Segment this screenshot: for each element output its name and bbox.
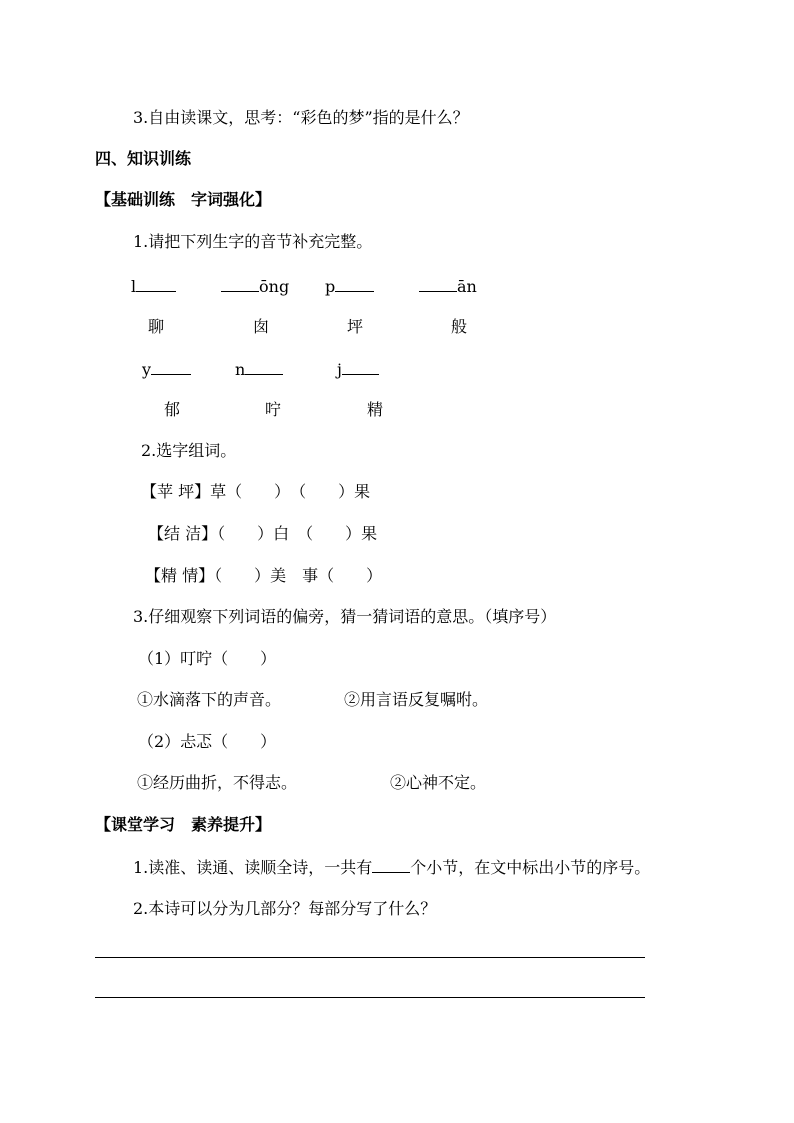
answer-blank[interactable] [372, 856, 410, 873]
pinyin-prefix: j [337, 360, 342, 379]
pinyin-char: 般 [451, 317, 468, 336]
option-2: ②用言语反复嘱咐。 [344, 690, 489, 709]
word-choice-row: 【结 洁】（ ）白 （ ）果 [148, 524, 378, 543]
option-2: ②心神不定。 [390, 773, 487, 792]
class-question-2: 2.本诗可以分为几部分？每部分写了什么？ [133, 899, 437, 918]
pinyin-item-5 [142, 358, 191, 381]
answer-blank[interactable] [245, 358, 283, 375]
pinyin-item-6 [235, 358, 283, 381]
pinyin-item-4 [419, 275, 477, 298]
class-question-1 [133, 856, 650, 879]
answer-blank[interactable] [342, 358, 379, 375]
pinyin-prefix: p [325, 277, 336, 296]
pinyin-prefix: y [142, 360, 152, 379]
basic-question-2: 2.选字组词。 [141, 441, 237, 460]
question-3-prev: 3.自由读课文，思考：“彩色的梦”指的是什么？ [133, 108, 469, 127]
question-text: 1.读准、读通、读顺全诗，一共有 [133, 858, 373, 877]
option-1: ①水滴落下的声音。 [137, 690, 282, 709]
pinyin-prefix: l [131, 277, 137, 296]
word-item: （1）叮咛（ ） [138, 649, 277, 668]
pinyin-item-2 [221, 275, 289, 298]
answer-blank[interactable] [136, 275, 176, 292]
basic-question-3: 3.仔细观察下列词语的偏旁，猜一猜词语的意思。（填序号） [133, 607, 557, 626]
word-choice-row: 【苹 坪】草（ ） （ ）果 [141, 482, 371, 501]
option-1: ①经历曲折，不得志。 [137, 773, 298, 792]
pinyin-suffix: ōng [259, 277, 290, 296]
answer-line[interactable] [95, 997, 645, 998]
answer-blank[interactable] [151, 358, 191, 375]
pinyin-char: 郁 [164, 400, 181, 419]
question-text: 个小节，在文中标出小节的序号。 [410, 858, 651, 877]
answer-blank[interactable] [419, 275, 457, 292]
class-study-header: 【课堂学习 素养提升】 [95, 815, 272, 834]
word-choice-row: 【精 情】（ ）美 事（ ） [145, 566, 383, 585]
pinyin-item-3 [325, 275, 374, 298]
pinyin-char: 坪 [347, 317, 364, 336]
pinyin-prefix: n [235, 360, 246, 379]
pinyin-char: 囱 [253, 317, 270, 336]
pinyin-char: 聊 [148, 317, 165, 336]
pinyin-item-7 [337, 358, 379, 381]
basic-question-1: 1.请把下列生字的音节补充完整。 [133, 232, 373, 251]
word-item: （2）忐忑（ ） [138, 732, 277, 751]
answer-blank[interactable] [335, 275, 374, 292]
answer-blank[interactable] [221, 275, 259, 292]
section-4-title: 四、知识训练 [95, 149, 192, 168]
basic-training-header: 【基础训练 字词强化】 [95, 190, 272, 209]
pinyin-char: 咛 [265, 400, 282, 419]
pinyin-suffix: ān [457, 277, 477, 296]
pinyin-item-1 [131, 275, 176, 298]
pinyin-char: 精 [367, 400, 384, 419]
answer-line[interactable] [95, 957, 645, 958]
